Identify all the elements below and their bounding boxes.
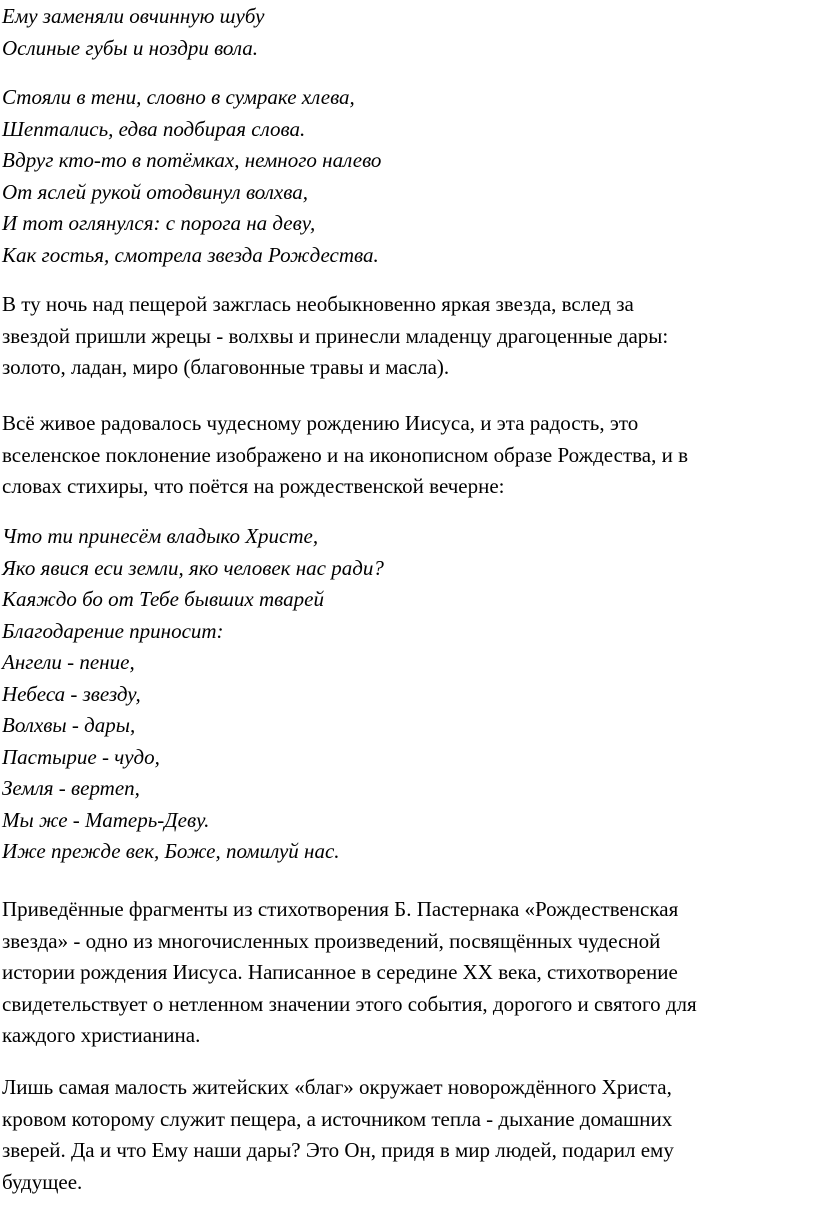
- paragraph-line: звездой пришли жрецы - волхвы и принесли младенцу драгоценные дары:: [2, 323, 669, 348]
- sticheron-line: Мы же - Матерь-Деву.: [2, 807, 210, 832]
- poem-line: Ему заменяли овчинную шубу: [2, 4, 265, 28]
- poem-line: И тот оглянулся: с порога на деву,: [2, 211, 316, 235]
- sticheron-line: Благодарение приносит:: [2, 618, 224, 643]
- paragraph-icon-and-sticheron: [2, 408, 688, 503]
- paragraph-line: кровом которому служит пещера, а источником тепла - дыхание домашних: [2, 1106, 673, 1131]
- sticheron-line: Пастырие - чудо,: [2, 744, 160, 769]
- sticheron-line: Земля - вертеп,: [2, 776, 140, 800]
- poem-line: От яслей рукой отодвинул волхва,: [2, 179, 308, 204]
- sticheron-line: Что ти принесём владыко Христе,: [2, 524, 319, 548]
- poem-line: Ослиные губы и ноздри вола.: [2, 35, 259, 60]
- paragraph-line: словах стихиры, что поётся на рождественской вечерне:: [2, 474, 505, 498]
- poem-stanza-1: [2, 1, 264, 64]
- poem-line: Как гостья, смотрела звезда Рождества.: [2, 242, 379, 267]
- poem-stanza-2: [2, 82, 381, 271]
- paragraph-line: будущее.: [2, 1169, 83, 1194]
- paragraph-line: Всё живое радовалось чудесному рождению Иисуса, и эта радость, это: [2, 411, 639, 435]
- poem-line: Шептались, едва подбирая слова.: [2, 116, 306, 141]
- sticheron-text: [2, 521, 384, 868]
- paragraph-humble-gifts: [2, 1072, 674, 1198]
- paragraph-line: вселенское поклонение изображено и на иконописном образе Рождества, и в: [2, 442, 688, 467]
- sticheron-line: Иже прежде век, Боже, помилуй нас.: [2, 839, 340, 863]
- paragraph-line: истории рождения Иисуса. Написанное в середине XX века, стихотворение: [2, 960, 678, 984]
- paragraph-line: зверей. Да и что Ему наши дары? Это Он, придя в мир людей, подарил ему: [2, 1138, 674, 1162]
- sticheron-line: Волхвы - дары,: [2, 713, 136, 737]
- paragraph-line: свидетельствует о нетленном значении этого события, дорогого и святого для: [2, 991, 697, 1016]
- sticheron-line: Ангели - пение,: [2, 650, 135, 674]
- paragraph-line: каждого христианина.: [2, 1023, 201, 1047]
- paragraph-pasternak-poem: [2, 894, 697, 1052]
- paragraph-line: Приведённые фрагменты из стихотворения Б. Пастернака «Рождественская: [2, 897, 679, 921]
- sticheron-line: Каяждо бо от Тебе бывших тварей: [2, 587, 324, 611]
- sticheron-line: Яко явися еси земли, яко человек нас ради?: [2, 555, 384, 580]
- paragraph-star-and-magi: [2, 289, 668, 384]
- poem-line: Стояли в тени, словно в сумраке хлева,: [2, 85, 355, 109]
- sticheron-line: Небеса - звезду,: [2, 681, 141, 706]
- paragraph-line: Лишь самая малость житейских «благ» окружает новорождённого Христа,: [2, 1075, 672, 1099]
- paragraph-line: звезда» - одно из многочисленных произведений, посвящённых чудесной: [2, 928, 661, 953]
- paragraph-line: В ту ночь над пещерой зажглась необыкновенно яркая звезда, вслед за: [2, 292, 634, 316]
- poem-line: Вдруг кто-то в потёмках, немного налево: [2, 148, 382, 172]
- paragraph-line: золото, ладан, миро (благовонные травы и масла).: [2, 355, 450, 379]
